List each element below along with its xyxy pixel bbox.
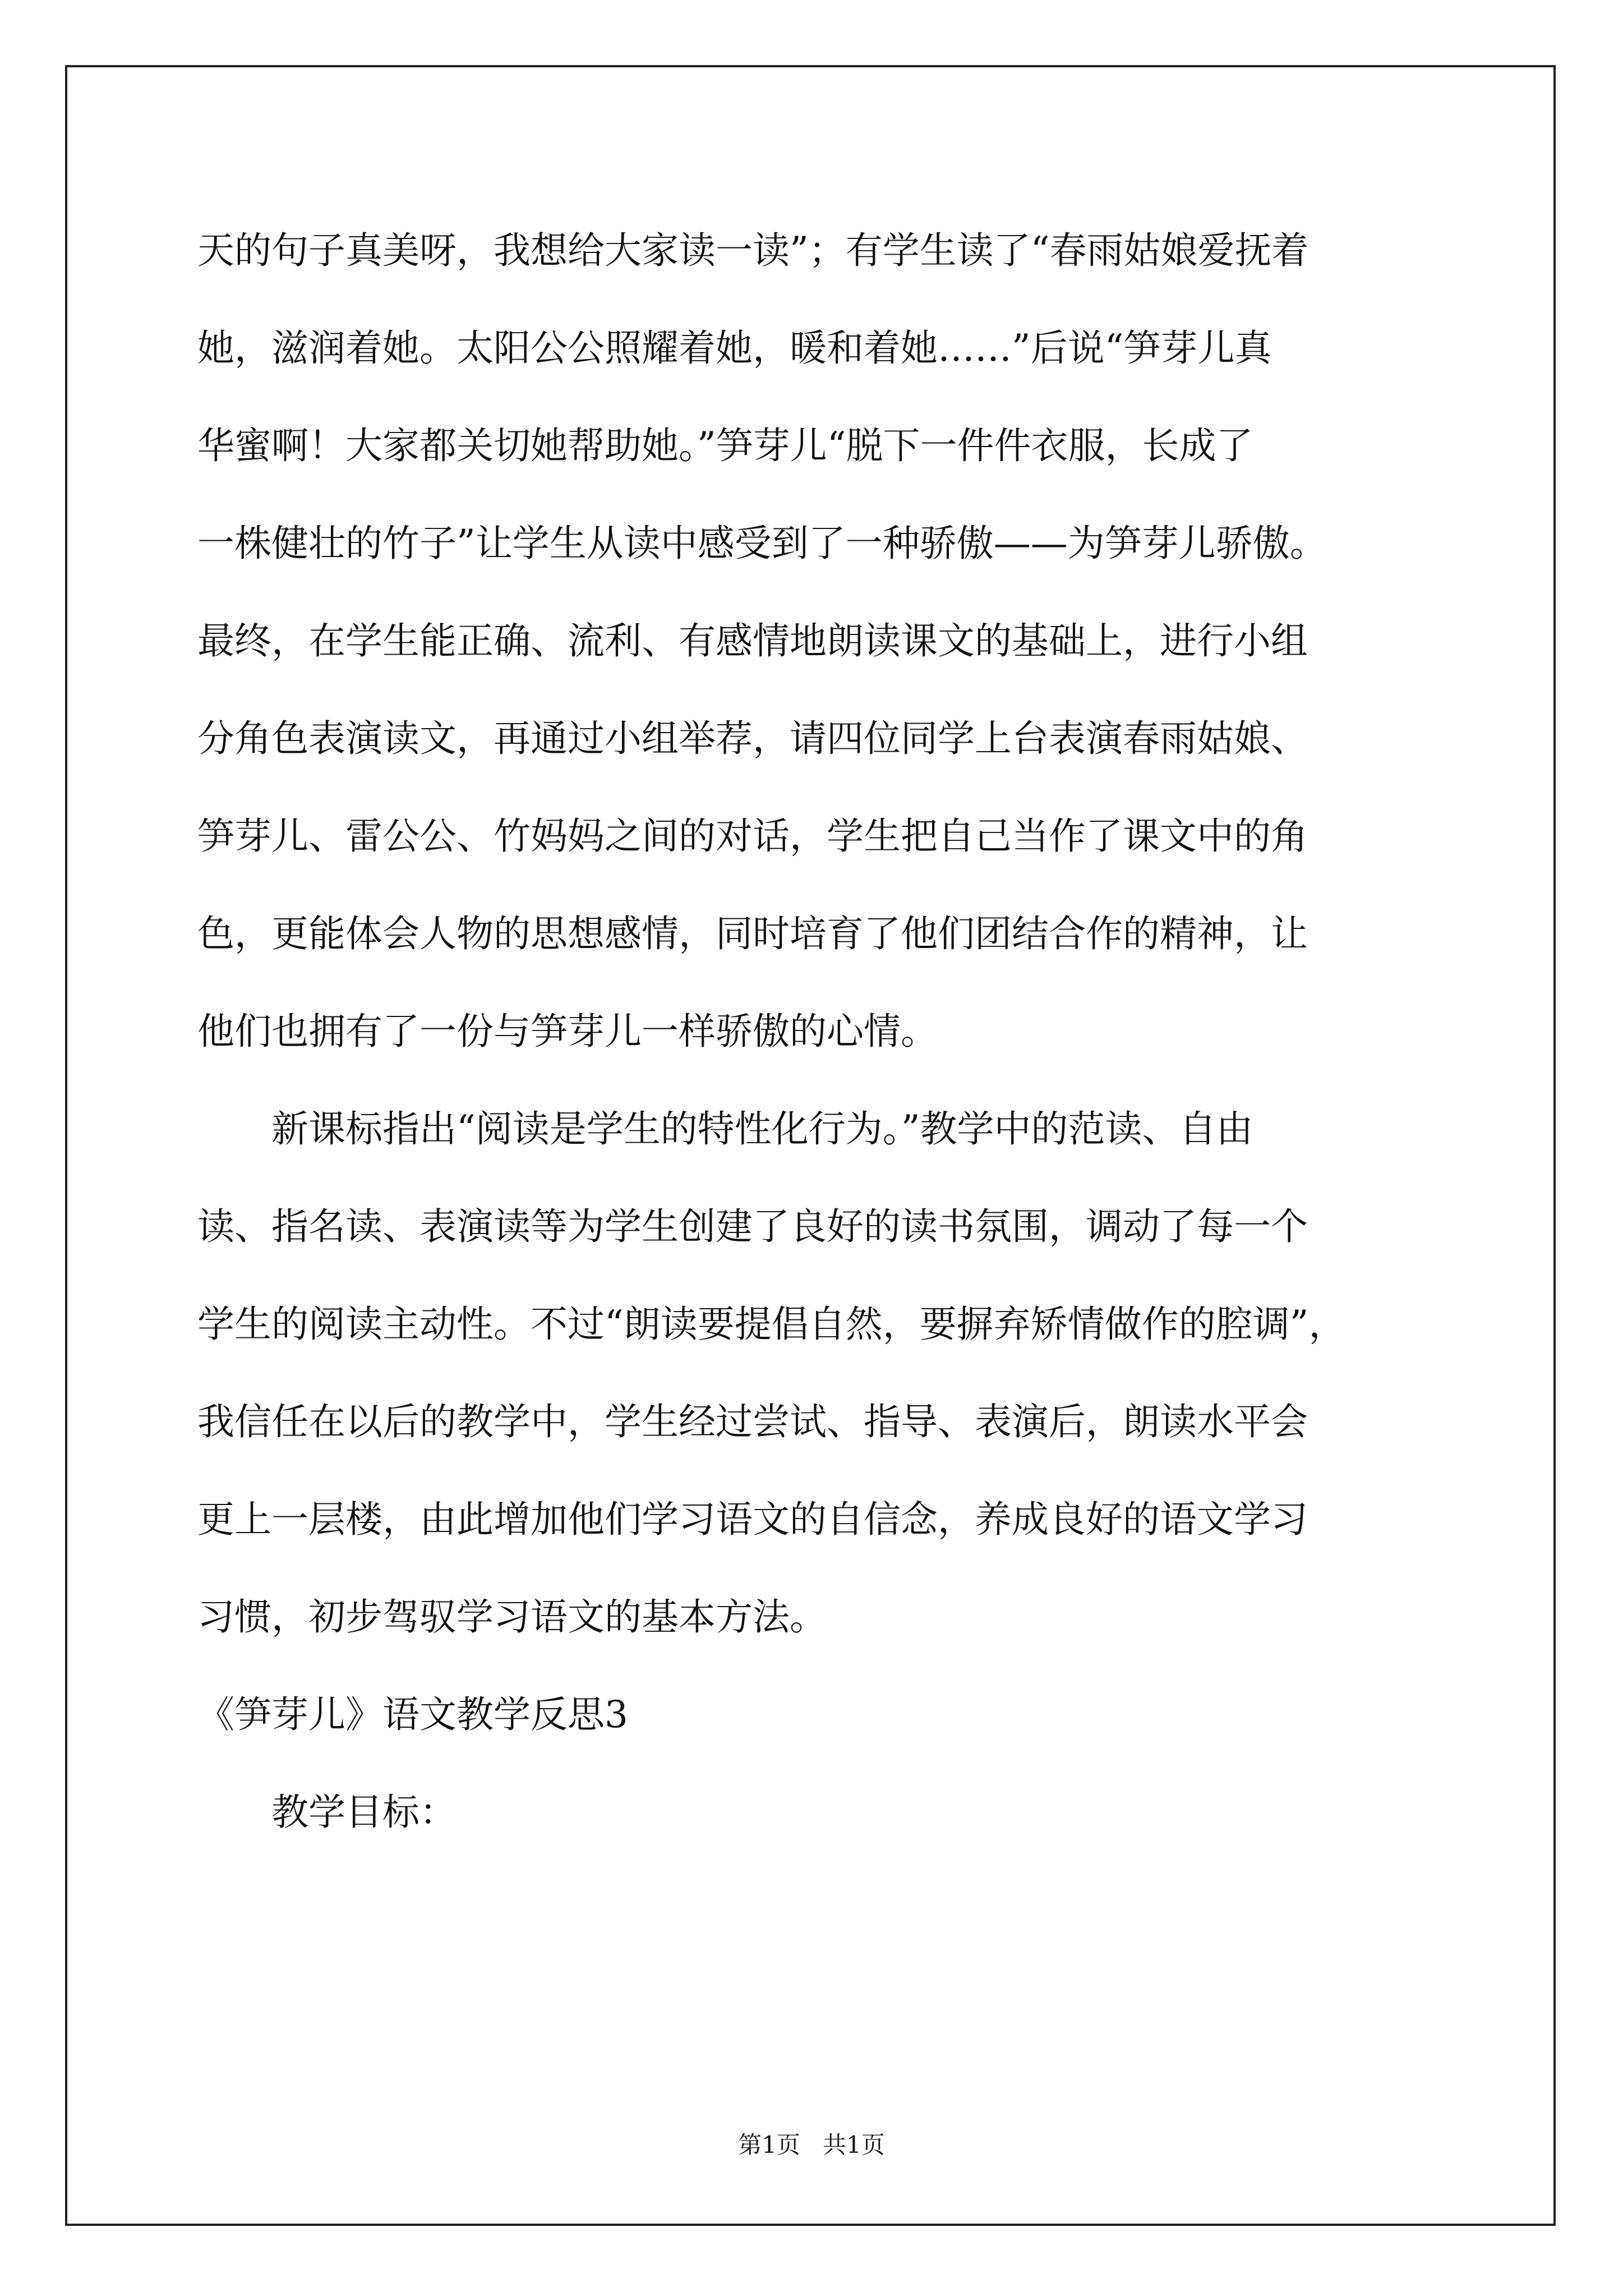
text-line: 一株健壮的竹子”让学生从读中感受到了一种骄傲——为笋芽儿骄傲。 — [197, 522, 1327, 565]
text-line: 最终，在学生能正确、流利、有感情地朗读课文的基础上，进行小组 — [197, 619, 1308, 662]
text-line: 分角色表演读文，再通过小组举荐，请四位同学上台表演春雨姑娘、 — [197, 717, 1308, 760]
text-line: 他们也拥有了一份与笋芽儿一样骄傲的心情。 — [197, 1010, 938, 1053]
text-line: 习惯，初步驾驭学习语文的基本方法。 — [197, 1595, 827, 1639]
paragraph-start-line: 新课标指出“阅读是学生的特性化行为。”教学中的范读、自由 — [271, 1107, 1253, 1151]
page-number: 第1页 — [738, 2131, 800, 2159]
text-line: 她，滋润着她。太阳公公照耀着她，暖和着她……”后说“笋芽儿真 — [197, 326, 1272, 370]
text-line: 学生的阅读主动性。不过“朗读要提倡自然，要摒弃矫情做作的腔调”， — [197, 1303, 1346, 1346]
text-line: 华蜜啊！大家都关切她帮助她。”笋芽儿“脱下一件件衣服，长成了 — [197, 424, 1253, 467]
page-footer — [0, 2129, 1623, 2161]
subheading-teaching-objectives: 教学目标： — [271, 1791, 457, 1834]
text-line: 我信任在以后的教学中，学生经过尝试、指导、表演后，朗读水平会 — [197, 1400, 1308, 1443]
document-body — [197, 222, 1459, 1881]
page-total: 共1页 — [823, 2131, 885, 2159]
text-line: 读、指名读、表演读等为学生创建了良好的读书氛围，调动了每一个 — [197, 1205, 1308, 1248]
text-line: 笋芽儿、雷公公、竹妈妈之间的对话，学生把自己当作了课文中的角 — [197, 815, 1308, 858]
text-line: 天的句子真美呀，我想给大家读一读”；有学生读了“春雨姑娘爱抚着 — [197, 229, 1309, 272]
text-line: 更上一层楼，由此增加他们学习语文的自信念，养成良好的语文学习 — [197, 1498, 1308, 1541]
text-line: 色，更能体会人物的思想感情，同时培育了他们团结合作的精神，让 — [197, 912, 1308, 955]
section-heading: 《笋芽儿》语文教学反思3 — [197, 1693, 628, 1736]
